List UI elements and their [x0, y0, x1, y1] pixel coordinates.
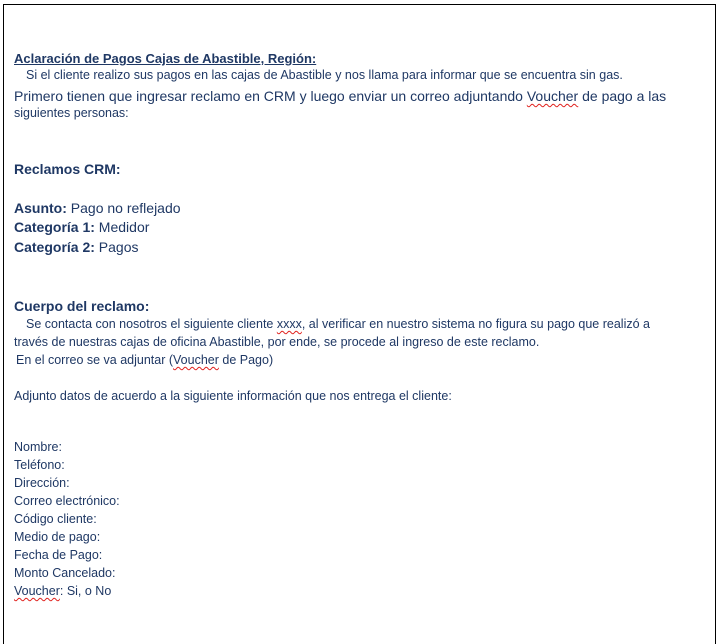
body-l1a: Se contacta con nosotros el siguiente cliente: [26, 317, 277, 331]
field-nombre: Nombre:: [14, 440, 62, 454]
body-line-3: [14, 353, 273, 367]
field-fecha: Fecha de Pago:: [14, 548, 103, 562]
asunto-line: [14, 200, 181, 216]
body-heading: Cuerpo del reclamo:: [14, 298, 150, 314]
categoria2-value: Pagos: [94, 239, 139, 255]
instructions-line-1: [14, 88, 666, 104]
body-l3a: En el correo se va adjuntar (: [16, 353, 174, 367]
field-correo: Correo electrónico:: [14, 494, 120, 508]
field-telefono: Teléfono:: [14, 458, 65, 472]
categoria2-line: [14, 239, 139, 255]
field-codigo: Código cliente:: [14, 512, 97, 526]
field-monto: Monto Cancelado:: [14, 566, 116, 580]
body-line-1: [14, 317, 650, 331]
categoria1-line: [14, 219, 149, 235]
body-line-2: través de nuestras cajas de oficina Abastible, por ende, se procede al ingreso de este reclamo.: [14, 335, 540, 349]
asunto-value: Pago no reflejado: [66, 200, 181, 216]
instructions-part2: de pago a las: [578, 88, 667, 104]
asunto-label: Asunto:: [14, 200, 67, 216]
field-medio: Medio de pago:: [14, 530, 101, 544]
adjunto-line: Adjunto datos de acuerdo a la siguiente información que nos entrega el cliente:: [14, 389, 452, 403]
crm-heading: Reclamos CRM:: [14, 161, 121, 177]
body-xxxx: xxxx: [276, 317, 302, 331]
field-voucher: [14, 584, 111, 598]
intro-line: Si el cliente realizo sus pagos en las cajas de Abastible y nos llama para informar que se encuentra sin gas.: [26, 68, 623, 82]
instructions-line-2: siguientes personas:: [14, 106, 129, 120]
categoria2-label: Categoría 2:: [14, 239, 95, 255]
categoria1-label: Categoría 1:: [14, 219, 95, 235]
instructions-part1: Primero tienen que ingresar reclamo en CRM y luego enviar un correo adjuntando: [14, 88, 527, 104]
field-voucher-rest: : Si, o No: [59, 584, 112, 598]
field-voucher-label: Voucher: [14, 584, 60, 598]
voucher-word: Voucher: [526, 88, 579, 104]
categoria1-value: Medidor: [94, 219, 150, 235]
body-l1b: , al verificar en nuestro sistema no figura su pago que realizó a: [301, 317, 650, 331]
field-direccion: Dirección:: [14, 476, 70, 490]
body-voucher: Voucher: [173, 353, 219, 367]
section-title: Aclaración de Pagos Cajas de Abastible, Región:: [14, 51, 317, 66]
body-l3b: de Pago): [218, 353, 274, 367]
